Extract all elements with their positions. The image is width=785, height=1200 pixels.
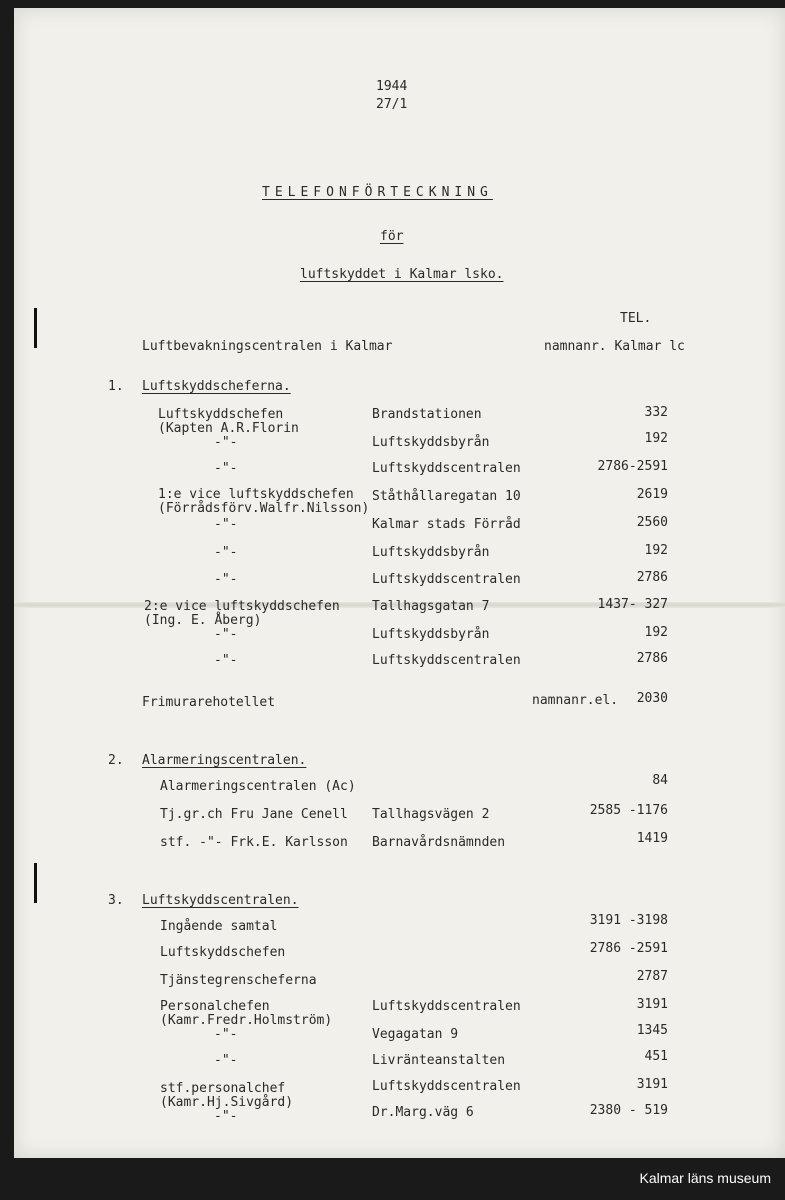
entry-name-detail: (Förrådsförv.Walfr.Nilsson) (158, 501, 370, 516)
entry-name: Luftskyddschefen (158, 407, 284, 422)
entry-place: Luftskyddscentralen (372, 461, 521, 476)
entry-tel: 1345 (636, 1023, 668, 1038)
entry-tel: 3191 (636, 997, 668, 1012)
staple-top (34, 308, 37, 348)
entry-tel: 192 (644, 431, 668, 446)
entry-name: 2:e vice luftskyddschefen (144, 599, 340, 614)
entry-tel: 2786 (636, 570, 668, 585)
section-number: 3. (108, 893, 124, 908)
entry-name: -"- (214, 1027, 238, 1042)
entry-name: Tj.gr.ch Fru Jane Cenell (160, 807, 348, 822)
entry-tel: 2560 (636, 515, 668, 530)
entry-name: -"- (214, 572, 238, 587)
entry-name-detail: (Kamr.Hj.Sivgård) (160, 1095, 294, 1110)
entry-name: -"- (214, 517, 238, 532)
entry-name-detail: (Kamr.Fredr.Holmström) (160, 1013, 333, 1028)
section-title: Alarmeringscentralen. (142, 753, 307, 768)
entry-name: Personalchefen (160, 999, 270, 1014)
entry-place: namnanr.el. (532, 693, 619, 708)
entry-place: Livränteanstalten (372, 1053, 506, 1068)
entry-place: Ståthållaregatan 10 (372, 489, 521, 504)
entry-name: -"- (214, 1053, 238, 1068)
entry-name: stf. -"- Frk.E. Karlsson (160, 835, 348, 850)
entry-place: Luftskyddscentralen (372, 1079, 521, 1094)
entry-name-detail: (Ing. E. Åberg) (144, 613, 262, 628)
section-title: Luftskyddscentralen. (142, 893, 299, 908)
museum-footer (0, 1158, 785, 1200)
staple-bottom (34, 863, 37, 903)
entry-name: Luftskyddschefen (160, 945, 286, 960)
entry-tel: 192 (644, 543, 668, 558)
intro-name: Luftbevakningscentralen i Kalmar (142, 339, 393, 354)
entry-place: Tallhagsvägen 2 (372, 807, 490, 822)
entry-place: Barnavårdsnämnden (372, 835, 506, 850)
section-title: Luftskyddscheferna. (142, 379, 291, 394)
entry-tel: 192 (644, 625, 668, 640)
entry-place: Luftskyddsbyrån (372, 627, 490, 642)
entry-name: -"- (214, 461, 238, 476)
entry-place: Luftskyddscentralen (372, 572, 521, 587)
entry-place: Luftskyddsbyrån (372, 545, 490, 560)
entry-name: -"- (214, 435, 238, 450)
entry-place: Vegagatan 9 (372, 1027, 459, 1042)
entry-place: Luftskyddsbyrån (372, 435, 490, 450)
entry-name: 1:e vice luftskyddschefen (158, 487, 354, 502)
entry-name: -"- (214, 1109, 238, 1124)
intro-tel: namnanr. Kalmar lc (544, 339, 685, 354)
entry-tel: 1437- 327 (597, 597, 668, 612)
entry-name: Alarmeringscentralen (Ac) (160, 779, 356, 794)
entry-tel: 332 (644, 405, 668, 420)
entry-tel: 1419 (636, 831, 668, 846)
entry-tel: 2786-2591 (597, 459, 668, 474)
entry-tel: 3191 (636, 1077, 668, 1092)
entry-tel: 3191 -3198 (589, 913, 668, 928)
entry-name: -"- (214, 627, 238, 642)
entry-place: Tallhagsgatan 7 (372, 599, 490, 614)
entry-name-detail: (Kapten A.R.Florin (158, 421, 299, 436)
entry-place: Luftskyddscentralen (372, 653, 521, 668)
entry-tel: 451 (644, 1049, 668, 1064)
document-title: TELEFONFÖRTECKNING (262, 185, 493, 200)
entry-name: Tjänstegrenscheferna (160, 973, 317, 988)
section-number: 2. (108, 753, 124, 768)
entry-tel: 2619 (636, 487, 668, 502)
document-page (14, 8, 785, 1158)
subtitle-place: luftskyddet i Kalmar lsko. (300, 267, 504, 282)
entry-name: -"- (214, 545, 238, 560)
entry-tel: 2585 -1176 (589, 803, 668, 818)
entry-tel: 2786 (636, 651, 668, 666)
year: 1944 (376, 79, 408, 94)
tel-header: TEL. (620, 311, 652, 326)
section-number: 1. (108, 379, 124, 394)
entry-place: Dr.Marg.väg 6 (372, 1105, 474, 1120)
subtitle-for: för (380, 229, 404, 244)
entry-place: Kalmar stads Förråd (372, 517, 521, 532)
entry-name: -"- (214, 653, 238, 668)
entry-tel: 2787 (636, 969, 668, 984)
entry-tel: 84 (652, 773, 668, 788)
date: 27/1 (376, 97, 408, 112)
entry-tel: 2380 - 519 (589, 1103, 668, 1118)
entry-name: Frimurarehotellet (142, 695, 276, 710)
entry-tel: 2030 (636, 691, 668, 706)
entry-name: Ingående samtal (160, 919, 278, 934)
entry-name: stf.personalchef (160, 1081, 286, 1096)
museum-credit: Kalmar läns museum (639, 1170, 771, 1186)
entry-place: Brandstationen (372, 407, 482, 422)
entry-tel: 2786 -2591 (589, 941, 668, 956)
entry-place: Luftskyddscentralen (372, 999, 521, 1014)
